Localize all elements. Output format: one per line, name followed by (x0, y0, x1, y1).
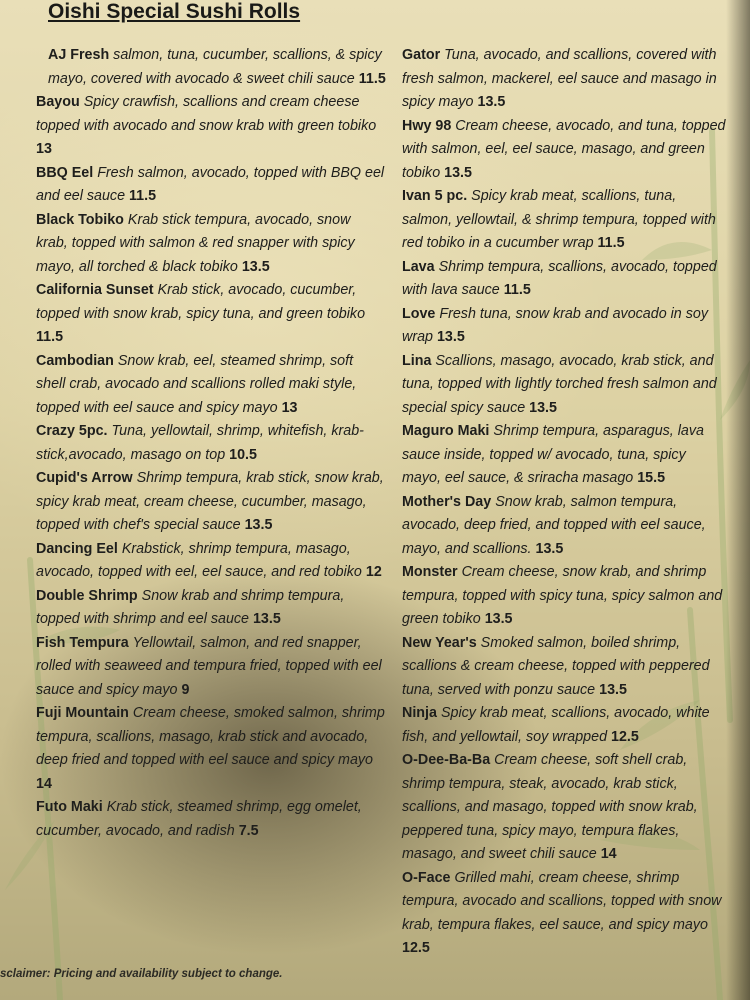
item-name: O-Face (402, 869, 451, 886)
item-description: Scallions, masago, avocado, krab stick, and tuna, topped with lightly torched fresh salmon and special spicy sauce (402, 352, 717, 416)
item-price: 13.5 (241, 258, 270, 275)
item-name: Mother's Day (402, 493, 492, 510)
item-name: California Sunset (36, 282, 154, 298)
item-price: 13.5 (535, 540, 564, 557)
menu-item (396, 303, 726, 350)
menu-item (396, 256, 726, 303)
item-description: Shrimp tempura, scallions, avocado, topped with lava sauce (402, 258, 717, 298)
item-price: 11.5 (129, 188, 157, 204)
item-name: Futo Maki (36, 799, 103, 815)
menu-item (14, 702, 386, 796)
item-price: 13.5 (477, 94, 506, 110)
item-price: 14 (600, 846, 617, 862)
item-price: 13.5 (529, 399, 557, 416)
item-description: Tuna, yellowtail, shrimp, whitefish, krab-stick,avocado, masago on top (36, 423, 364, 463)
item-name: Love (402, 305, 436, 322)
item-price: 9 (181, 681, 190, 698)
item-name: Cambodian (36, 352, 114, 369)
item-price: 13.5 (484, 611, 513, 627)
menu-item (396, 350, 726, 421)
item-description: Krab stick tempura, avocado, snow krab, topped with salmon & red snapper with spicy mayo, all torched & black tobiko (36, 211, 355, 275)
menu-item (396, 632, 726, 703)
item-description: Grilled mahi, cream cheese, shrimp tempura, avocado and scallions, topped with snow krab, tempura flakes, eel sauce, and spicy mayo (402, 869, 722, 933)
item-price: 12.5 (402, 940, 430, 956)
item-price: 13 (281, 399, 298, 416)
item-price: 13.5 (252, 611, 281, 627)
menu-item (14, 350, 386, 421)
item-description: Spicy krab meat, scallions, tuna, salmon, yellowtail, & shrimp tempura, topped with red tobiko in a cucumber wrap (402, 188, 716, 251)
menu-item (396, 115, 726, 186)
item-description: Krabstick, shrimp tempura, masago, avocado, topped with eel, eel sauce, and red tobiko (36, 540, 362, 580)
item-price: 12.5 (611, 728, 639, 745)
item-description: Cream cheese, avocado, and tuna, topped with salmon, eel, eel sauce, masago, and green tobiko (402, 117, 726, 181)
item-description: Cream cheese, smoked salmon, shrimp tempura, scallions, masago, krab stick and avocado, deep fried and topped with eel sauce and spicy mayo (36, 705, 385, 768)
menu-item (14, 44, 386, 91)
item-description: Shrimp tempura, krab stick, snow krab, spicy krab meat, cream cheese, cucumber, masago, topped with chef's special sauce (36, 470, 384, 533)
right-column (396, 44, 726, 961)
menu-item (396, 561, 726, 632)
item-description: Tuna, avocado, and scallions, covered with fresh salmon, mackerel, eel sauce and masago in spicy mayo (402, 47, 717, 110)
menu-item (14, 91, 386, 162)
item-name: Cupid's Arrow (36, 470, 133, 486)
menu-item (14, 279, 386, 350)
item-price: 13.5 (444, 164, 472, 181)
item-name: AJ Fresh (48, 47, 110, 63)
menu-item (396, 491, 726, 562)
item-description: Fresh salmon, avocado, topped with BBQ eel and eel sauce (36, 164, 385, 204)
item-name: Lava (402, 258, 435, 275)
item-description: Shrimp tempura, asparagus, lava sauce inside, topped w/ avocado, tuna, spicy mayo, eel sauce, & sriracha masago (402, 423, 704, 486)
item-price: 15.5 (637, 470, 666, 486)
menu-item (14, 632, 386, 703)
item-description: Snow krab and shrimp tempura, topped with shrimp and eel sauce (36, 587, 345, 627)
item-description: Snow krab, eel, steamed shrimp, soft shell crab, avocado and scallions rolled maki style, topped with eel sauce and spicy mayo (36, 352, 357, 416)
menu-item (14, 796, 386, 843)
menu-item (14, 162, 386, 209)
item-description: Yellowtail, salmon, and red snapper, rolled with seaweed and tempura fried, topped with eel sauce and spicy mayo (36, 634, 382, 698)
item-price: 11.5 (36, 329, 64, 345)
menu-item (396, 867, 726, 961)
item-name: Gator (402, 47, 441, 63)
item-description: Smoked salmon, boiled shrimp, scallions & cream cheese, topped with peppered tuna, served with ponzu sauce (402, 634, 710, 698)
item-name: Maguro Maki (402, 423, 490, 439)
item-price: 10.5 (229, 446, 257, 463)
item-name: New Year's (402, 634, 477, 651)
item-price: 11.5 (503, 282, 531, 298)
menu-item (14, 420, 386, 467)
item-name: BBQ Eel (36, 164, 94, 181)
item-description: Cream cheese, soft shell crab, shrimp tempura, steak, avocado, krab stick, scallions, and masago, topped with snow krab, peppered tuna, spicy mayo, tempura flakes, masago, and sweet chili sauce (402, 752, 698, 862)
item-description: salmon, tuna, cucumber, scallions, & spicy mayo, covered with avocado & sweet chili sauce (48, 47, 382, 87)
menu-item (396, 749, 726, 867)
menu-item (396, 44, 726, 115)
item-description: Snow krab, salmon tempura, avocado, deep fried, and topped with eel sauce, mayo, and scallions. (402, 493, 706, 557)
item-price: 12 (365, 564, 382, 580)
menu-item (14, 538, 386, 585)
item-price: 13 (36, 141, 52, 157)
item-price: 11.5 (597, 235, 625, 251)
menu-item (396, 420, 726, 491)
item-description: Cream cheese, snow krab, and shrimp tempura, topped with spicy tuna, spicy salmon and green tobiko (402, 564, 723, 627)
item-price: 13.5 (244, 517, 273, 533)
menu-title: Oishi Special Sushi Rolls (48, 0, 301, 23)
item-price: 7.5 (238, 822, 259, 839)
item-name: Bayou (36, 94, 80, 110)
item-description: Fresh tuna, snow krab and avocado in soy wrap (402, 305, 708, 345)
item-description: Krab stick, steamed shrimp, egg omelet, cucumber, avocado, and radish (36, 799, 362, 839)
item-name: Monster (402, 564, 458, 580)
item-price: 14 (36, 775, 52, 792)
item-price: 11.5 (358, 70, 386, 87)
item-description: Krab stick, avocado, cucumber, topped with snow krab, spicy tuna, and green tobiko (36, 282, 366, 322)
item-name: Ivan 5 pc. (402, 188, 468, 204)
menu-item (396, 702, 726, 749)
menu-item (14, 209, 386, 280)
item-name: Dancing Eel (36, 540, 118, 557)
item-name: Ninja (402, 705, 437, 721)
menu-item (14, 585, 386, 632)
item-price: 13.5 (436, 329, 465, 345)
item-name: Fish Tempura (36, 634, 129, 651)
item-description: Spicy crawfish, scallions and cream cheese topped with avocado and snow krab with green tobiko (36, 94, 377, 134)
menu-item (396, 185, 726, 256)
disclaimer-text: sclaimer: Pricing and availability subject to change. (0, 968, 283, 980)
item-name: Double Shrimp (36, 587, 138, 604)
item-description: Spicy krab meat, scallions, avocado, white fish, and yellowtail, soy wrapped (402, 705, 710, 745)
item-name: Black Tobiko (36, 211, 124, 228)
page-edge-shadow (726, 0, 750, 1000)
item-name: Fuji Mountain (36, 705, 129, 721)
left-column (14, 44, 386, 843)
item-name: Hwy 98 (402, 117, 452, 134)
item-name: Crazy 5pc. (36, 423, 108, 439)
menu-item (14, 467, 386, 538)
item-name: Lina (402, 352, 432, 369)
item-price: 13.5 (599, 681, 627, 698)
item-name: O-Dee-Ba-Ba (402, 752, 491, 768)
